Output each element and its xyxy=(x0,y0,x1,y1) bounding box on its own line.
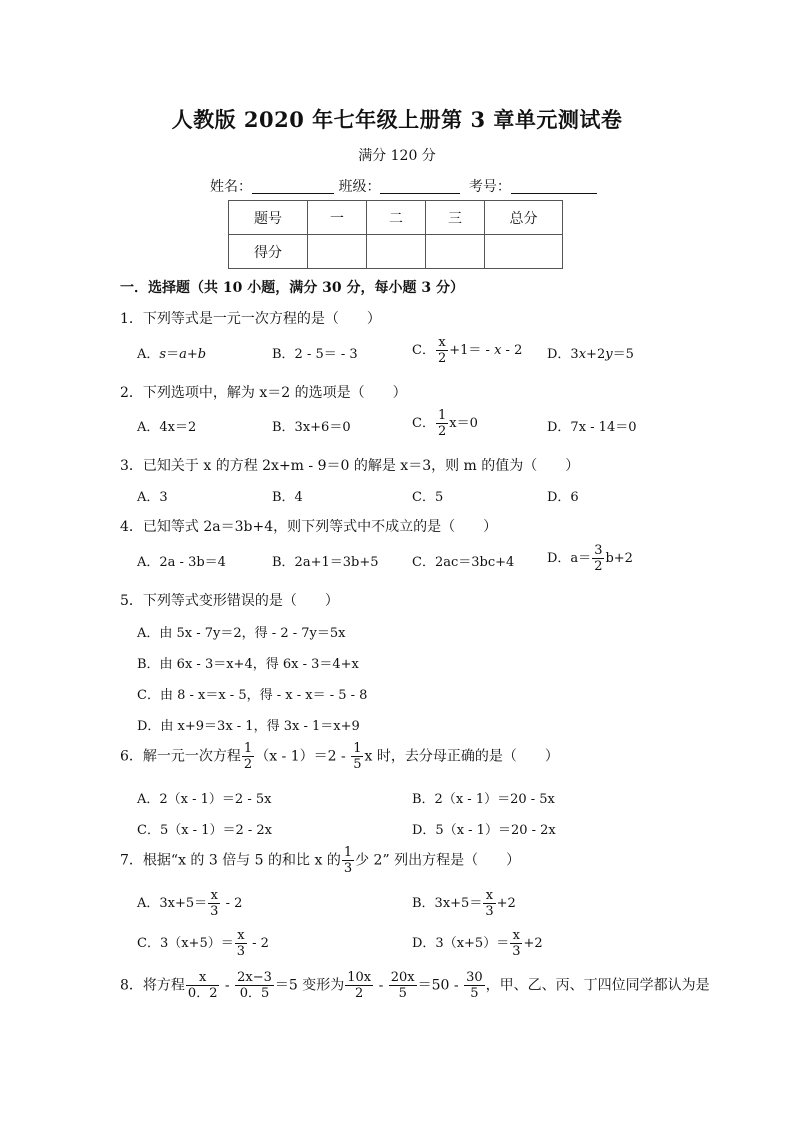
question-6-stem xyxy=(120,741,559,772)
numerator: 2x−3 xyxy=(237,970,272,985)
q2-option-c[interactable] xyxy=(412,408,478,439)
stem-text: ＝50 - xyxy=(417,977,464,994)
question-8-stem xyxy=(120,970,710,1001)
option-prefix: C．3（x+5）＝ xyxy=(137,936,234,951)
fraction xyxy=(436,408,448,439)
fraction xyxy=(483,888,495,919)
fraction xyxy=(351,741,363,772)
fraction xyxy=(186,970,220,1001)
page-subtitle: 满分 120 分 xyxy=(358,148,436,164)
stem-text: - xyxy=(220,977,235,994)
denominator: 2 xyxy=(437,424,447,439)
fraction xyxy=(342,845,354,876)
score-cell[interactable] xyxy=(367,235,426,269)
q2-option-b[interactable]: B．3x+6＝0 xyxy=(272,420,351,435)
option-suffix: - 2 xyxy=(248,936,269,951)
numerator: 30 xyxy=(466,970,483,985)
q3-option-d[interactable]: D．6 xyxy=(547,490,579,505)
q6-option-b[interactable]: B．2（x - 1）＝20 - 5x xyxy=(412,792,555,807)
option-prefix: C． xyxy=(412,416,435,431)
score-table xyxy=(228,200,563,269)
fraction xyxy=(345,970,373,1001)
denominator: 3 xyxy=(512,944,521,959)
q4-option-d[interactable] xyxy=(547,543,633,574)
fraction xyxy=(592,543,604,574)
q3-option-b[interactable]: B．4 xyxy=(272,490,303,505)
fraction xyxy=(235,970,274,1001)
denominator: 2 xyxy=(355,986,364,1001)
stem-text: ＝5 变形为 xyxy=(274,977,345,994)
fraction xyxy=(389,970,417,1001)
q4-option-c[interactable]: C．2ac＝3bc+4 xyxy=(412,555,515,570)
denominator: 3 xyxy=(210,904,219,919)
denominator: 5 xyxy=(353,757,362,772)
option-prefix: D．a＝ xyxy=(547,551,592,566)
score-cell[interactable] xyxy=(485,235,563,269)
q5-option-a[interactable]: A．由 5x - 7y＝2，得 - 2 - 7y＝5x xyxy=(137,626,346,641)
option-prefix: D．3（x+5）＝ xyxy=(412,936,510,951)
section-heading: 一．选择题（共 10 小题，满分 30 分，每小题 3 分） xyxy=(120,280,464,296)
table-cell: 二 xyxy=(367,201,426,235)
q3-option-c[interactable]: C．5 xyxy=(412,490,444,505)
numerator: x xyxy=(186,970,220,986)
class-blank[interactable] xyxy=(380,179,460,194)
table-row xyxy=(229,201,563,235)
name-blank[interactable] xyxy=(252,179,334,194)
student-info-line xyxy=(210,176,597,196)
table-cell: 总分 xyxy=(485,201,563,235)
q7-option-c[interactable] xyxy=(137,928,269,959)
table-cell: 一 xyxy=(308,201,367,235)
option-suffix: +2 xyxy=(523,936,543,951)
denominator: 5 xyxy=(398,986,407,1001)
denominator: 3 xyxy=(236,944,245,959)
stem-text: 7．根据“x 的 3 倍与 5 的和比 x 的 xyxy=(120,852,341,869)
q3-option-a[interactable]: A．3 xyxy=(137,490,168,505)
q2-option-d[interactable]: D．7x - 14＝0 xyxy=(547,420,637,435)
fraction xyxy=(464,970,485,1001)
denominator: 2 xyxy=(594,559,603,574)
fraction xyxy=(235,928,247,959)
stem-text: （x - 1）＝2 - xyxy=(255,748,351,765)
stem-text: - xyxy=(374,977,388,994)
table-cell: 得分 xyxy=(229,235,308,269)
denominator: 0．2 xyxy=(187,986,218,1001)
denominator: 3 xyxy=(343,861,353,876)
question-3-stem: 3．已知关于 x 的方程 2x+m - 9＝0 的解是 x＝3，则 m 的值为（ ） xyxy=(120,458,580,474)
q7-option-a[interactable] xyxy=(137,888,242,919)
numerator: 1 xyxy=(243,741,253,756)
q6-option-c[interactable]: C．5（x - 1）＝2 - 2x xyxy=(137,823,273,838)
denominator: 3 xyxy=(485,904,494,919)
denominator: 2 xyxy=(243,757,253,772)
numerator: 10x xyxy=(347,970,372,985)
q4-option-a[interactable]: A．2a - 3b＝4 xyxy=(137,555,226,570)
table-row xyxy=(229,235,563,269)
q1-option-a[interactable]: A．s＝a+b xyxy=(137,347,207,362)
option-suffix: +2 xyxy=(496,896,516,911)
stem-text: 6．解一元一次方程 xyxy=(120,748,241,765)
q1-option-b[interactable]: B．2 - 5＝ - 3 xyxy=(272,347,358,362)
score-cell[interactable] xyxy=(308,235,367,269)
score-cell[interactable] xyxy=(426,235,485,269)
stem-text: ，甲、乙、丙、丁四位同学都认为是 xyxy=(485,977,710,994)
stem-text: x 时，去分母正确的是（ ） xyxy=(364,748,559,765)
q5-option-d[interactable]: D．由 x+9＝3x - 1，得 3x - 1＝x+9 xyxy=(137,719,360,734)
question-4-stem: 4．已知等式 2a＝3b+4，则下列等式中不成立的是（ ） xyxy=(120,519,498,535)
numerator: x xyxy=(483,888,495,904)
option-suffix: x＝0 xyxy=(449,416,478,431)
question-1-stem: 1．下列等式是一元一次方程的是（ ） xyxy=(120,311,381,327)
stem-text: 少 2” 列出方程是（ ） xyxy=(355,852,521,869)
option-suffix: b+2 xyxy=(605,551,633,566)
fraction xyxy=(208,888,220,919)
question-2-stem: 2．下列选项中，解为 x＝2 的选项是（ ） xyxy=(120,385,407,401)
numerator: 1 xyxy=(343,845,353,860)
denominator: 0．5 xyxy=(239,986,270,1001)
q1-option-d[interactable]: D．3x+2y＝5 xyxy=(547,347,634,362)
q6-option-d[interactable]: D．5（x - 1）＝20 - 2x xyxy=(412,823,556,838)
table-cell: 三 xyxy=(426,201,485,235)
stem-text: 8．将方程 xyxy=(120,977,185,994)
q1-option-c[interactable]: C． $\frac{x}{2}$ +1＝ - x - 2 xyxy=(412,335,523,366)
q6-option-a[interactable]: A．2（x - 1）＝2 - 5x xyxy=(137,792,272,807)
q4-option-b[interactable]: B．2a+1＝3b+5 xyxy=(272,555,379,570)
q5-option-c[interactable]: C．由 8 - x＝x - 5，得 - x - x＝ - 5 - 8 xyxy=(137,688,368,703)
fraction xyxy=(242,741,254,772)
option-prefix: A．3x+5＝ xyxy=(137,896,208,911)
q5-option-b[interactable]: B．由 6x - 3＝x+4，得 6x - 3＝4+x xyxy=(137,657,359,672)
numerator: x xyxy=(510,928,522,944)
numerator: 1 xyxy=(437,408,447,423)
q7-option-d[interactable] xyxy=(412,928,543,959)
numerator: x xyxy=(208,888,220,904)
numerator: 20x xyxy=(390,970,415,985)
fraction xyxy=(510,928,522,959)
id-blank[interactable] xyxy=(511,179,597,194)
numerator: 1 xyxy=(353,741,362,756)
id-label: 考号： xyxy=(468,179,511,195)
class-label: 班级： xyxy=(338,179,381,195)
q7-option-b[interactable] xyxy=(412,888,516,919)
q2-option-a[interactable]: A．4x＝2 xyxy=(137,420,197,435)
table-cell: 题号 xyxy=(229,201,308,235)
numerator: 3 xyxy=(594,543,603,558)
numerator: x xyxy=(235,928,247,944)
option-prefix: B．3x+5＝ xyxy=(412,896,483,911)
question-7-stem xyxy=(120,845,520,876)
name-label: 姓名： xyxy=(210,179,252,195)
denominator: 5 xyxy=(470,986,479,1001)
page-title: 人教版 2020 年七年级上册第 3 章单元测试卷 xyxy=(171,107,623,132)
question-5-stem: 5．下列等式变形错误的是（ ） xyxy=(120,593,339,609)
option-suffix: - 2 xyxy=(221,896,243,911)
